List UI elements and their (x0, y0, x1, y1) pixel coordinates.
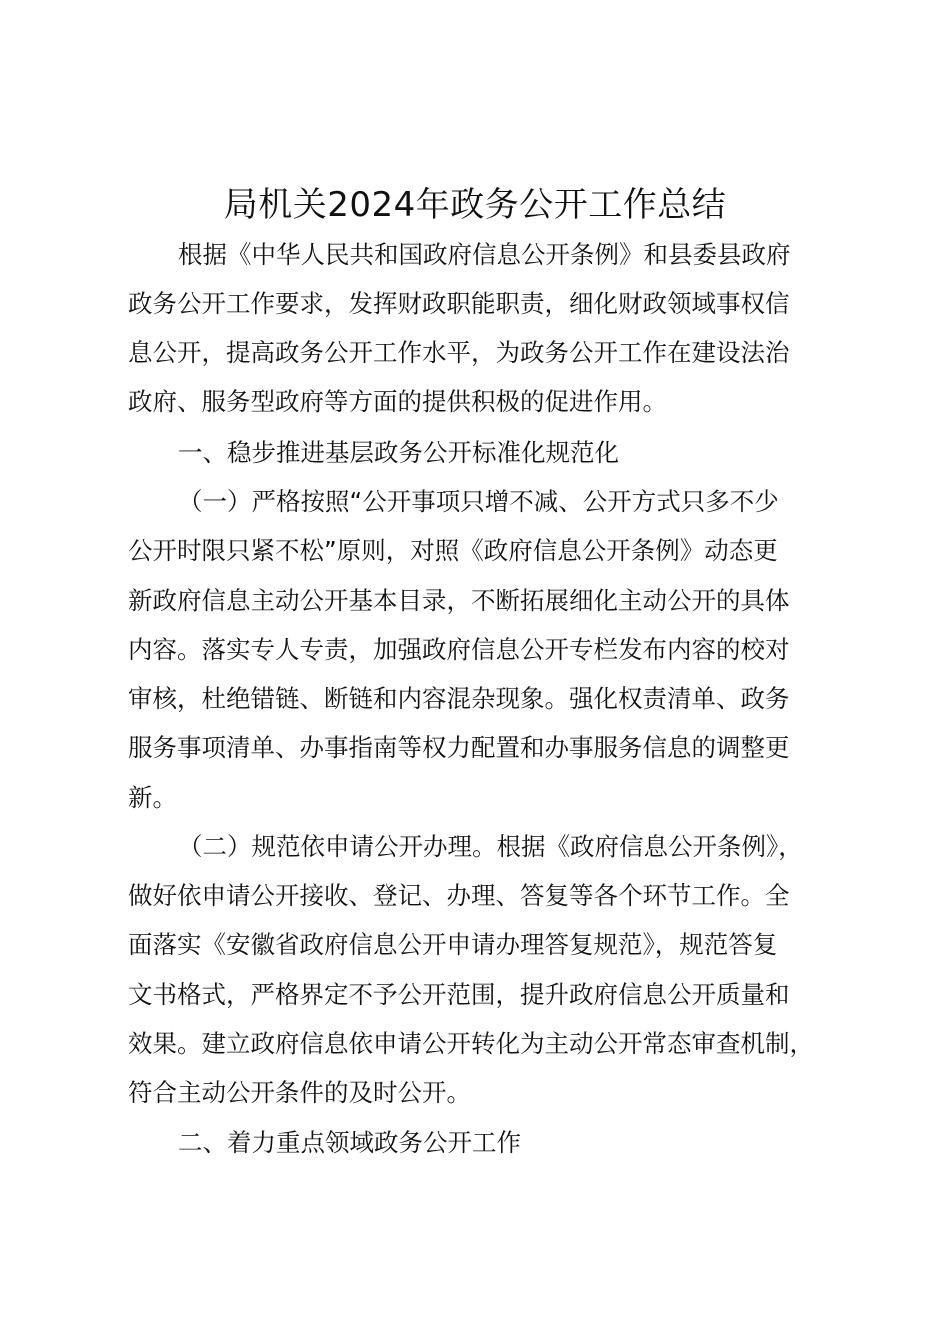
body-line: 政府、服务型政府等方面的提供积极的促进作用。 (128, 387, 667, 416)
body-line: 根据《中华人民共和国政府信息公开条例》和县委县政府 (178, 240, 791, 269)
body-line: 文书格式，严格界定不予公开范围，提升政府信息公开质量和 (128, 980, 790, 1009)
section-heading: 一、稳步推进基层政务公开标准化规范化 (178, 438, 619, 467)
body-line: 审核，杜绝错链、断链和内容混杂现象。强化权责清单、政务 (128, 684, 790, 713)
body-line: 面落实《安徽省政府信息公开申请办理答复规范》，规范答复 (128, 930, 778, 959)
body-line: 内容。落实专人专责，加强政府信息公开专栏发布内容的校对 (128, 635, 790, 664)
body-line: 效果。建立政府信息依申请公开转化为主动公开常态审查机制， (128, 1029, 814, 1058)
body-line: 服务事项清单、办事指南等权力配置和办事服务信息的调整更 (128, 733, 790, 762)
body-line: （二）规范依申请公开办理。根据《政府信息公开条例》， (178, 832, 803, 861)
document-title: 局机关2024年政务公开工作总结 (223, 185, 727, 225)
body-line: 新政府信息主动公开基本目录，不断拓展细化主动公开的具体 (128, 586, 790, 615)
body-line: 公开时限只紧不松”原则，对照《政府信息公开条例》动态更 (128, 536, 778, 565)
body-line: 政务公开工作要求，发挥财政职能职责，细化财政领域事权信 (128, 289, 790, 318)
body-line: 新。 (128, 783, 177, 812)
body-line: 息公开，提高政务公开工作水平，为政务公开工作在建设法治 (128, 338, 790, 367)
body-line: 做好依申请公开接收、登记、办理、答复等各个环节工作。全 (128, 881, 790, 910)
section-heading: 二、着力重点领域政务公开工作 (178, 1128, 521, 1157)
body-line: 符合主动公开条件的及时公开。 (128, 1078, 471, 1107)
body-line: （一）严格按照“公开事项只增不减、公开方式只多不少 (178, 487, 779, 516)
